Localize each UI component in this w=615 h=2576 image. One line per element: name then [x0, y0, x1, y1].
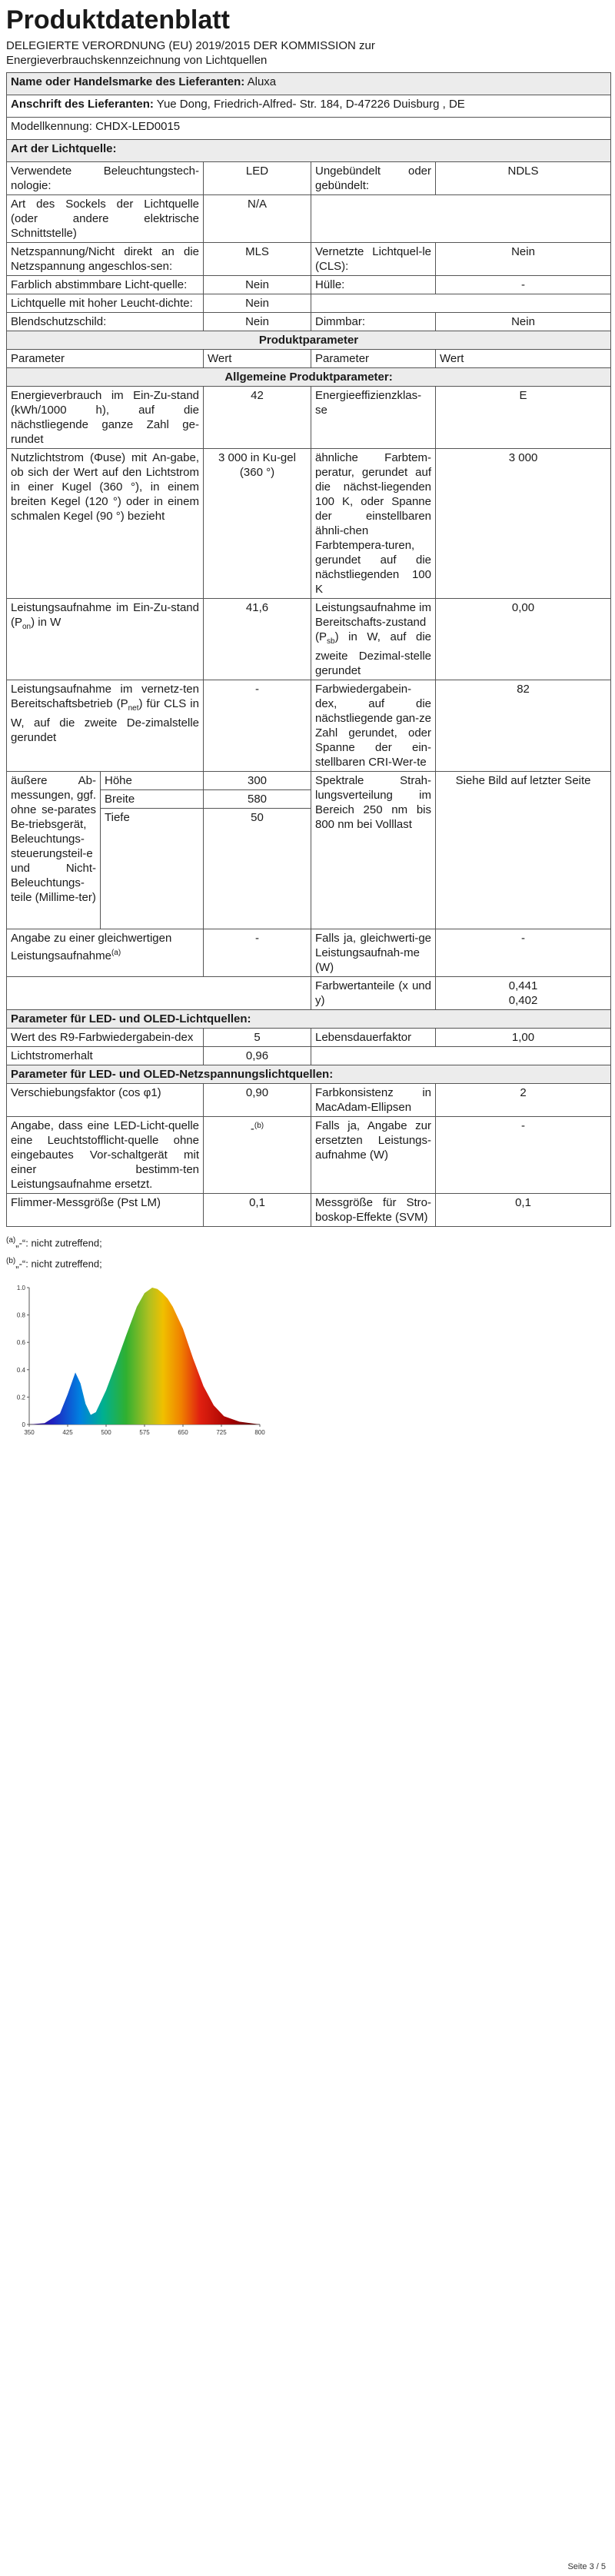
width-label: Breite: [101, 790, 204, 809]
r9-label: Wert des R9-Farbwiedergabein-dex: [7, 1029, 204, 1047]
intro-line-1: DELEGIERTE VERORDNUNG (EU) 2019/2015 DER KOMMISSION zur: [6, 39, 375, 52]
dimensions-label: äußere Ab-messungen, ggf. ohne se-parates Be-triebsgerät, Beleuchtungs-steuerungsteil-e und Nicht-Beleuchtungs-teile (Millime-ter): [7, 772, 101, 929]
cri-label: Farbwiedergabein-dex, auf die nächstliegende gan-ze Zahl gerundet, oder Spanne der ein-stellbaren CRI-Wer-te: [311, 680, 436, 772]
cri-value: 82: [436, 680, 611, 772]
replacement-label: Angabe, dass eine LED-Licht-quelle eine Leuchtstofflicht-quelle ohne eingebautes Vor-schaltgerät mit einer bestimm-ten Leistungsaufnahme ersetzt.: [7, 1117, 204, 1194]
power-factor-label: Verschiebungsfaktor (cos φ1): [7, 1084, 204, 1117]
y-tick-label: 0.6: [16, 1338, 25, 1346]
lifetime-label: Lebensdauerfaktor: [311, 1029, 436, 1047]
y-tick-label: 0: [22, 1421, 25, 1428]
y-tick-label: 0.4: [16, 1366, 25, 1374]
standby-label: Leistungsaufnahme im Bereitschafts-zustand $(P_{sb})$ in W, auf die zweite Dezimal-stelle gerundet: [311, 599, 436, 680]
unbundled-label: Ungebündelt oder gebündelt:: [311, 162, 436, 195]
y-tick-label: 0.2: [16, 1394, 25, 1401]
model-value: CHDX-LED0015: [95, 120, 181, 133]
tech-row: [7, 162, 611, 195]
energy-label: Energieverbrauch im Ein-Zu-stand (kWh/1000 h), auf die nächstliegende ganze Zahl ge-rundet: [7, 387, 204, 449]
y-tick-label: 1.0: [16, 1284, 25, 1291]
general-heading: Allgemeine Produktparameter:: [7, 368, 611, 387]
cct-value: 3 000: [436, 449, 611, 599]
depth-label: Tiefe: [101, 809, 204, 929]
supplier-name-label: Name oder Handelsmarke des Lieferanten:: [11, 75, 245, 88]
r9-row: [7, 1029, 611, 1047]
chromaticity-label: Farbwertanteile (x und y): [311, 977, 436, 1010]
energy-value: 42: [204, 387, 311, 449]
net-standby-value: -: [204, 680, 311, 772]
envelope-label: Hülle:: [311, 276, 436, 294]
x-tick-label: 500: [101, 1428, 111, 1436]
replacement-row: [7, 1117, 611, 1194]
chromaticity-value: 0,441 0,402: [436, 977, 611, 1010]
supplier-address-row: [7, 95, 611, 118]
footnotes: [6, 1231, 610, 1274]
socket-label: Art des Sockels der Lichtquelle (oder andere elektrische Schnittstelle): [7, 195, 204, 243]
mains-row: [7, 243, 611, 276]
type-heading-row: [7, 140, 611, 162]
color-consistency-value: 2: [436, 1084, 611, 1117]
stroboscopic-value: 0,1: [436, 1194, 611, 1227]
glare-row: [7, 313, 611, 331]
mains-led-heading: Parameter für LED- und OLED-Netzspannungslichtquellen:: [7, 1065, 611, 1084]
spectrum-area: [29, 1288, 260, 1424]
high-luminance-value: Nein: [204, 294, 311, 313]
mains-label: Netzspannung/Nicht direkt an die Netzspannung angeschlos-sen:: [7, 243, 204, 276]
x-tick-label: 425: [62, 1428, 73, 1436]
glare-value: Nein: [204, 313, 311, 331]
replacement-power-value: -: [436, 1117, 611, 1194]
depth-value: 50: [204, 809, 311, 929]
net-standby-row: [7, 680, 611, 772]
high-luminance-label: Lichtquelle mit hoher Leucht-dichte:: [7, 294, 204, 313]
dimmable-value: Nein: [436, 313, 611, 331]
model-row: [7, 118, 611, 140]
tech-label: Verwendete Beleuchtungstech-nologie:: [7, 162, 204, 195]
envelope-value: -: [436, 276, 611, 294]
page-title: Produktdatenblatt: [6, 5, 230, 35]
cls-value: Nein: [436, 243, 611, 276]
height-label: Höhe: [101, 772, 204, 790]
supplier-address-label: Anschrift des Lieferanten:: [11, 98, 154, 111]
tech-value: LED: [204, 162, 311, 195]
flicker-row: [7, 1194, 611, 1227]
dimmable-label: Dimmbar:: [311, 313, 436, 331]
supplier-name-value: Aluxa: [247, 75, 277, 88]
datasheet-page: [6, 5, 610, 1451]
col-param-2: Parameter: [311, 350, 436, 368]
cct-label: ähnliche Farbtem-peratur, gerundet auf die nächst-liegenden 100 K, oder Spanne der einstellbaren ähnli-chen Farbtempera-turen, gerundet auf die nächstliegenden 100 K: [311, 449, 436, 599]
supplier-address-value: Yue Dong, Friedrich-Alfred- Str. 184, D-47226 Duisburg , DE: [156, 98, 465, 111]
mains-led-heading-row: [7, 1065, 611, 1084]
flicker-value: 0,1: [204, 1194, 311, 1227]
flux-row: [7, 449, 611, 599]
params-heading: Produktparameter: [7, 331, 611, 350]
spectral-value: Siehe Bild auf letzter Seite: [436, 772, 611, 929]
color-consistency-label: Farbkonsistenz in MacAdam-Ellipsen: [311, 1084, 436, 1117]
replacement-power-label: Falls ja, Angabe zur ersetzten Leistungs-aufnahme (W): [311, 1117, 436, 1194]
spectrum-svg: [6, 1278, 268, 1448]
cls-label: Vernetzte Lichtquel-le (CLS):: [311, 243, 436, 276]
spectral-label: Spektrale Strah-lungsverteilung im Bereich 250 nm bis 800 nm bei Volllast: [311, 772, 436, 929]
power-on-value: 41,6: [204, 599, 311, 680]
width-value: 580: [204, 790, 311, 809]
power-factor-row: [7, 1084, 611, 1117]
x-tick-label: 350: [24, 1428, 35, 1436]
maintenance-row: [7, 1047, 611, 1065]
efficiency-class-value: E: [436, 387, 611, 449]
color-tunable-row: [7, 276, 611, 294]
r9-value: 5: [204, 1029, 311, 1047]
glare-label: Blendschutzschild:: [7, 313, 204, 331]
lifetime-value: 1,00: [436, 1029, 611, 1047]
equivalent-row: [7, 929, 611, 977]
x-tick-label: 800: [254, 1428, 265, 1436]
high-luminance-row: [7, 294, 611, 313]
flux-label: Nutzlichtstrom (Φuse) mit An-gabe, ob sich der Wert auf den Lichtstrom in einer Kugel (360 °), in einem breiten Kegel (120 °) oder in einem schmalen Kegel (90 °) bezieht: [7, 449, 204, 599]
intro-text: [6, 38, 610, 68]
power-on-row: [7, 599, 611, 680]
maintenance-label: Lichtstromerhalt: [7, 1047, 204, 1065]
dimension-height-row: [7, 772, 611, 790]
energy-row: [7, 387, 611, 449]
col-value-2: Wert: [436, 350, 611, 368]
footnote-a: $^{(a)}$„-“: nicht zutreffend;: [6, 1236, 102, 1249]
color-tunable-label: Farblich abstimmbare Licht-quelle:: [7, 276, 204, 294]
x-tick-label: 725: [216, 1428, 227, 1436]
page-number: Seite 3 / 5: [567, 2562, 606, 2571]
socket-value: N/A: [204, 195, 311, 243]
y-tick-label: 0.8: [16, 1311, 25, 1319]
color-tunable-value: Nein: [204, 276, 311, 294]
x-tick-label: 650: [178, 1428, 188, 1436]
efficiency-class-label: Energieeffizienzklas-se: [311, 387, 436, 449]
x-tick-label: 575: [139, 1428, 150, 1436]
spectrum-chart: [6, 1278, 610, 1451]
power-factor-value: 0,90: [204, 1084, 311, 1117]
flux-value: 3 000 in Ku-gel (360 °): [204, 449, 311, 599]
equivalent-power-value: -: [436, 929, 611, 977]
general-heading-row: [7, 368, 611, 387]
intro-line-2: Energieverbrauchskennzeichnung von Lichtquellen: [6, 54, 268, 67]
replacement-value: -$^{(b)}$: [204, 1117, 311, 1194]
standby-value: 0,00: [436, 599, 611, 680]
model-label: Modellkennung:: [11, 120, 92, 133]
footnote-b: $^{(b)}$„-“: nicht zutreffend;: [6, 1257, 102, 1270]
equivalent-value: -: [204, 929, 311, 977]
led-heading-row: [7, 1010, 611, 1029]
unbundled-value: NDLS: [436, 162, 611, 195]
net-standby-label: Leistungsaufnahme im vernetz-ten Bereitschaftsbetrieb $(P_{net})$ für CLS in W, auf die zweite De-zimalstelle gerundet: [7, 680, 204, 772]
mains-value: MLS: [204, 243, 311, 276]
params-columns-row: [7, 350, 611, 368]
socket-row: [7, 195, 611, 243]
height-value: 300: [204, 772, 311, 790]
supplier-name-row: [7, 73, 611, 95]
stroboscopic-label: Messgröße für Stro-boskop-Effekte (SVM): [311, 1194, 436, 1227]
led-heading: Parameter für LED- und OLED-Lichtquellen:: [7, 1010, 611, 1029]
equivalent-power-label: Falls ja, gleichwerti-ge Leistungsaufnah-me (W): [311, 929, 436, 977]
flicker-label: Flimmer-Messgröße (Pst LM): [7, 1194, 204, 1227]
type-heading: Art der Lichtquelle:: [7, 140, 611, 162]
maintenance-value: 0,96: [204, 1047, 311, 1065]
col-value: Wert: [204, 350, 311, 368]
col-param: Parameter: [7, 350, 204, 368]
params-heading-row: [7, 331, 611, 350]
equivalent-label: Angabe zu einer gleichwertigen Leistungsaufnahme$^{(a)}$: [7, 929, 204, 977]
power-on-label: Leistungsaufnahme im Ein-Zu-stand $(P_{on})$ in W: [7, 599, 204, 680]
chromaticity-row: [7, 977, 611, 1010]
datasheet-table: [6, 72, 611, 1227]
